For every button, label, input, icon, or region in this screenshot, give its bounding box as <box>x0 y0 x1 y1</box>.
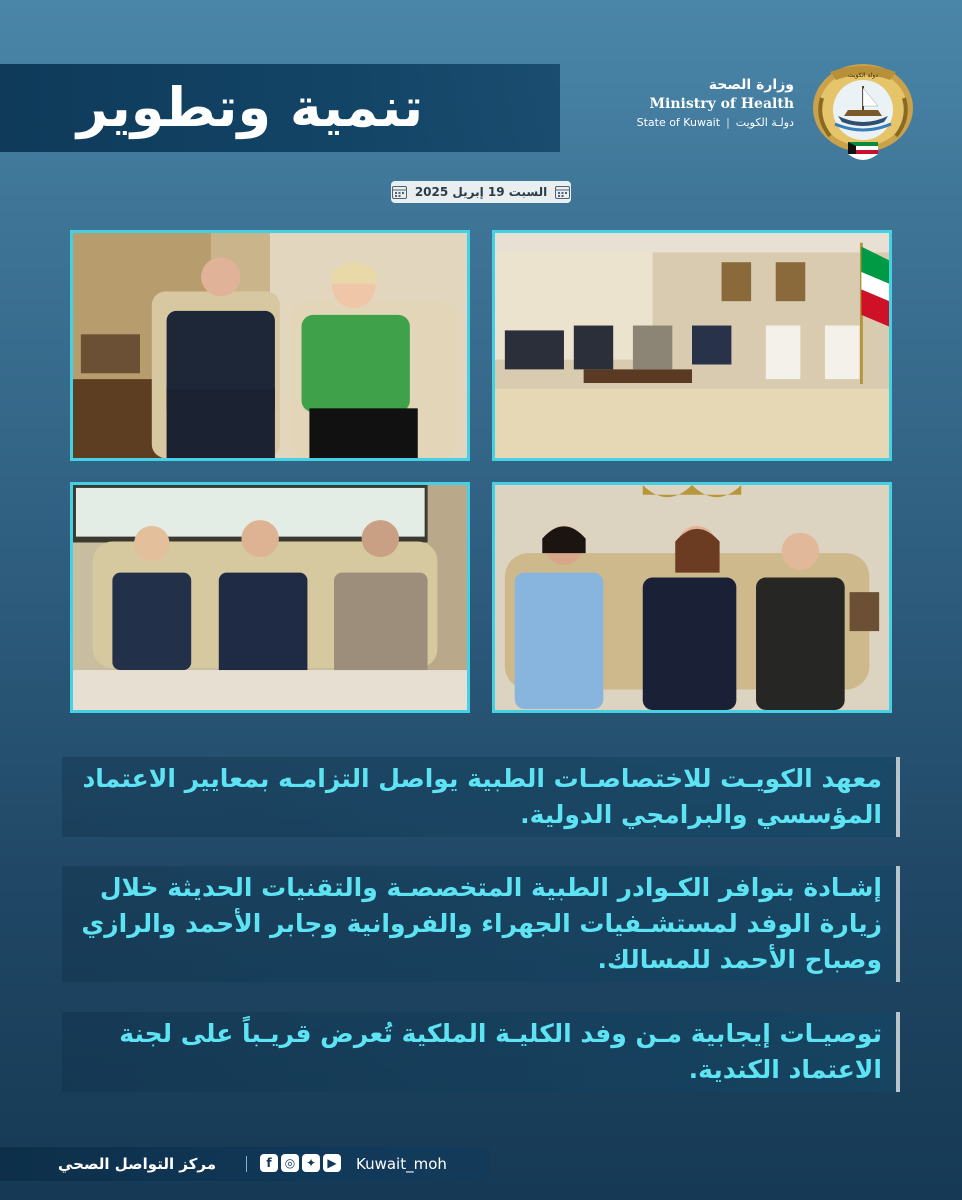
calendar-icon <box>392 185 407 199</box>
banner-title: تنمية وتطوير <box>76 76 424 139</box>
date-badge <box>391 181 571 203</box>
photo-meeting-room <box>492 230 892 461</box>
kuwait-emblem-icon <box>808 58 918 170</box>
state-ar: دولـة الكويت <box>735 116 794 129</box>
ministry-logo-text <box>554 76 794 132</box>
youtube-icon[interactable]: ▶ <box>323 1154 341 1172</box>
photo-delegation-members <box>70 482 470 713</box>
twitter-icon[interactable]: ✦ <box>302 1154 320 1172</box>
instagram-icon[interactable]: ◎ <box>281 1154 299 1172</box>
headline-2: إشـادة بتوافر الكـوادر الطبية المتخصصـة والتقنيات الحديثة خلال زيارة الوفد لمستشـفيات الجهراء والفروانية وجابر الأحمد والرازي وصباح الأحمد للمسالك. <box>62 866 900 982</box>
calendar-icon <box>555 185 570 199</box>
footer-center-name: مركز التواصل الصحي <box>58 1155 216 1173</box>
photo-delegation-women <box>492 482 892 713</box>
ministry-name-ar: وزارة الصحة <box>708 77 794 93</box>
ministry-name-en: Ministry of Health <box>649 96 794 112</box>
headline-3: توصيـات إيجابية مـن وفد الكليـة الملكية تُعرض قريـباً على لجنة الاعتماد الكندية. <box>62 1012 900 1092</box>
social-handle[interactable]: Kuwait_moh <box>356 1155 447 1173</box>
footer-divider <box>246 1156 247 1172</box>
state-line: State of Kuwait | دولـة الكويت <box>636 116 794 129</box>
facebook-icon[interactable]: f <box>260 1154 278 1172</box>
date-text: السبت 19 إبريل 2025 <box>414 185 548 199</box>
emblem-text: دولة الكويت <box>848 72 878 79</box>
photo-meeting-guests <box>70 230 470 461</box>
social-icons <box>260 1154 341 1172</box>
footer-bar <box>0 1147 490 1181</box>
headline-1: معهد الكويـت للاختصاصـات الطبية يواصل التزامـه بمعايير الاعتماد المؤسسي والبرامجي الدولية. <box>62 757 900 837</box>
state-en: State of Kuwait <box>636 116 721 129</box>
